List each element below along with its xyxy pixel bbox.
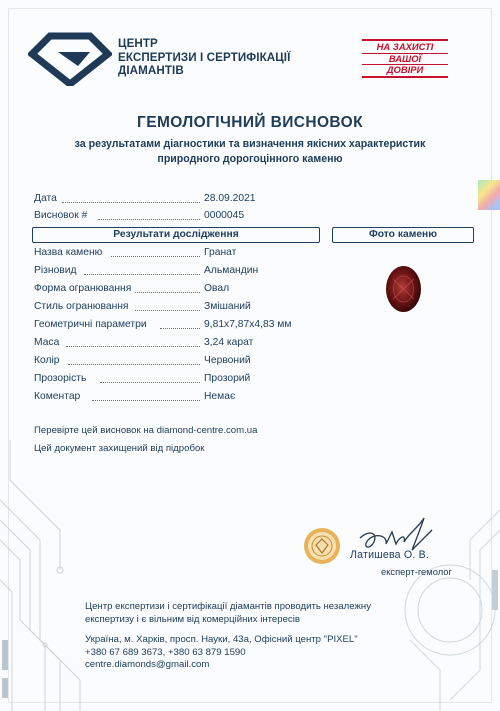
gemstone-photo (385, 265, 422, 313)
result-value: 3,24 карат (204, 337, 254, 348)
dot-leader (98, 209, 200, 220)
verify-website-link[interactable]: diamond-centre.com.ua (156, 425, 258, 436)
result-label: Прозорість (34, 373, 87, 384)
disclaimer-line-1: Центр експертизи і сертифікації діамантів проводить незалежну (85, 601, 371, 612)
document-title: ГЕМОЛОГІЧНИЙ ВИСНОВОК (137, 114, 363, 131)
result-value: Овал (204, 283, 230, 294)
result-label: Стиль огранювання (34, 301, 129, 312)
result-value: Змішаний (204, 301, 251, 312)
result-value: Немає (204, 391, 236, 402)
slogan-line-2: ВАШОЇ (362, 54, 448, 66)
footer-contacts (85, 634, 358, 672)
results-section-header: Результати дослідження (32, 227, 320, 243)
meta-row-date (34, 192, 314, 205)
organization-name (118, 37, 290, 78)
date-label: Дата (34, 193, 57, 204)
result-value: Гранат (204, 247, 237, 258)
result-label: Форма огранювання (34, 283, 132, 294)
dot-leader (66, 336, 200, 347)
subtitle-line-1: за результатами діагностики та визначення якісних характеристик (74, 138, 426, 150)
dot-leader (84, 264, 200, 275)
result-row (34, 372, 314, 385)
result-row (34, 390, 314, 403)
result-label: Назва каменю (34, 247, 103, 258)
report-number-label: Висновок # (34, 210, 88, 221)
dot-leader (92, 390, 200, 401)
result-row (34, 282, 314, 295)
dot-leader (160, 318, 200, 329)
org-line-2: ЕКСПЕРТИЗИ І СЕРТИФІКАЦІЇ (118, 50, 291, 64)
verify-note (34, 425, 257, 436)
slogan-line-1: НА ЗАХИСТІ (362, 39, 448, 54)
result-row (34, 318, 314, 331)
subtitle-line-2: природного дорогоцінного каменю (157, 152, 343, 165)
protected-note: Цей документ захищений від підробок (34, 443, 205, 454)
slogan (362, 39, 448, 78)
result-row (34, 354, 314, 367)
result-value: Червоний (204, 355, 251, 366)
result-value: 9,81x7,87x4,83 мм (204, 319, 292, 330)
org-line-3: ДІАМАНТІВ (118, 64, 184, 77)
date-value: 28.09.2021 (204, 193, 256, 204)
dot-leader (111, 246, 200, 257)
footer-phones: +380 67 689 3673, +380 63 879 1590 (85, 646, 246, 658)
signer-name: Латишева О. В. (350, 549, 430, 561)
result-value: Прозорий (204, 373, 251, 384)
footer-email-link[interactable]: centre.diamonds@gmail.com (85, 659, 210, 670)
slogan-line-3: ДОВІРИ (362, 65, 448, 78)
result-label: Коментар (34, 391, 81, 402)
result-row (34, 300, 314, 313)
disclaimer-line-2: експертизу і є вільним від комерційних інтересів (85, 613, 300, 625)
signer-position: експерт-гемолог (381, 566, 452, 577)
result-row (34, 336, 314, 349)
document-subtitle (0, 137, 500, 166)
dot-leader (62, 192, 200, 203)
result-row (34, 246, 314, 259)
dot-leader (135, 282, 200, 293)
verify-text: Перевірте цей висновок на (34, 425, 154, 436)
meta-row-number (34, 209, 314, 222)
photo-section-header: Фото каменю (332, 227, 474, 243)
report-number-value: 0000045 (204, 210, 245, 221)
org-line-1: ЦЕНТР (118, 37, 158, 50)
footer-disclaimer (85, 601, 371, 626)
result-value: Альмандин (204, 265, 259, 276)
dot-leader (68, 354, 200, 365)
hologram-sticker (478, 180, 500, 210)
result-row (34, 264, 314, 277)
result-label: Колір (34, 355, 60, 366)
circuit-pattern-right (380, 470, 500, 711)
result-label: Маса (34, 337, 60, 348)
result-label: Геометричні параметри (34, 319, 147, 330)
dot-leader (135, 300, 200, 311)
dot-leader (100, 372, 200, 383)
footer-address: Україна, м. Харків, просп. Науки, 43а, Офісний центр "PIXEL" (85, 634, 358, 645)
result-label: Різновид (34, 265, 77, 276)
company-logo (28, 32, 112, 86)
